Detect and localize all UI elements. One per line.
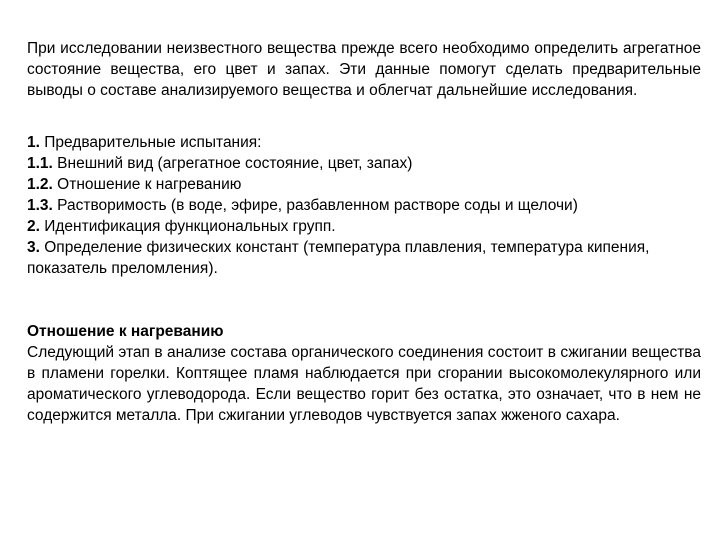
item-number: 3.: [27, 239, 40, 256]
item-text: Растворимость (в воде, эфире, разбавленном растворе соды и щелочи): [57, 197, 578, 214]
list-item: [27, 153, 701, 174]
section-body: Следующий этап в анализе состава органического соединения состоит в сжигании вещества в пламени горелки. Коптящее пламя наблюдается при сгорании высокомолекулярного или ароматического углеводорода. Если вещество горит без остатка, это означает, что в нем не содержится металла. При сжигании углеводов чувствуется запах жженого сахара.: [27, 344, 701, 424]
section-heading: Отношение к нагреванию: [27, 323, 224, 340]
list-item: [27, 174, 701, 195]
item-number: 2.: [27, 218, 40, 235]
spacer: [27, 279, 701, 321]
list-item: [27, 195, 701, 216]
item-number: 1.: [27, 134, 40, 151]
item-text: Внешний вид (агрегатное состояние, цвет, запах): [57, 155, 413, 172]
item-number: 1.2.: [27, 176, 53, 193]
item-text: Предварительные испытания:: [44, 134, 262, 151]
intro-paragraph: При исследовании неизвестного вещества прежде всего необходимо определить агрегатное состояние вещества, его цвет и запах. Эти данные помогут сделать предварительные выводы о составе анализируемого вещества и облегчат дальнейшие исследования.: [27, 40, 701, 99]
item-text: Отношение к нагреванию: [57, 176, 242, 193]
list-item: [27, 237, 701, 279]
slide-content: [27, 38, 701, 426]
item-number: 1.1.: [27, 155, 53, 172]
item-number: 1.3.: [27, 197, 53, 214]
item-text: Идентификация функциональных групп.: [44, 218, 336, 235]
list-item: [27, 216, 701, 237]
item-text: Определение физических констант (температура плавления, температура кипения, показатель преломления).: [27, 239, 650, 277]
list-item: [27, 132, 701, 153]
steps-list: [27, 132, 701, 279]
